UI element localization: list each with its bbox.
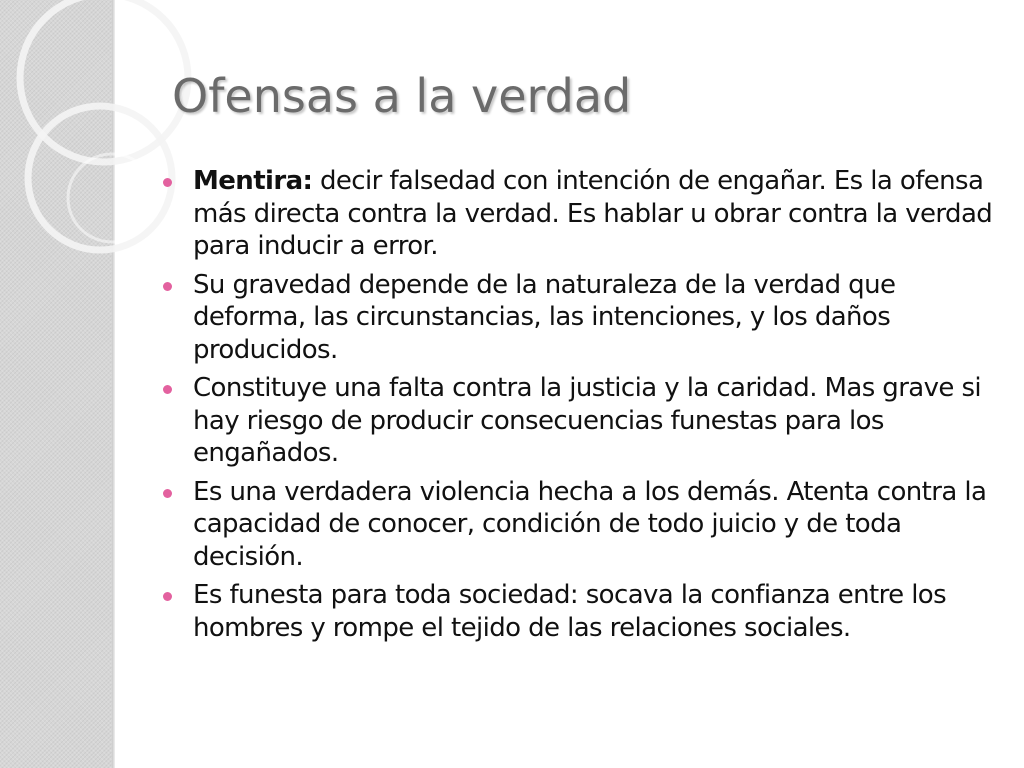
bullet-text: Constituye una falta contra la justicia y la caridad. Mas grave si hay riesgo de producir consecuencias funestas para los engañados. xyxy=(193,373,982,468)
bullet-dot-icon xyxy=(163,178,172,187)
bullet-item xyxy=(160,165,1000,263)
bullet-lead-term: Mentira: xyxy=(193,166,313,196)
bullet-dot-icon xyxy=(163,489,172,498)
bullet-item xyxy=(160,476,1000,574)
bullet-dot-icon xyxy=(163,592,172,601)
bullet-text: decir falsedad con intención de engañar. Es la ofensa más directa contra la verdad. Es hablar u obrar contra la verdad para inducir a error. xyxy=(193,166,993,261)
bullet-text: Es funesta para toda sociedad: socava la confianza entre los hombres y rompe el tejido de las relaciones sociales. xyxy=(193,580,947,643)
bullet-text: Es una verdadera violencia hecha a los demás. Atenta contra la capacidad de conocer, condición de todo juicio y de toda decisión. xyxy=(193,476,987,572)
bullet-item xyxy=(160,269,1000,367)
bullet-item xyxy=(160,579,1000,644)
bullet-dot-icon xyxy=(163,385,172,394)
slide-title: Ofensas a la verdad xyxy=(172,69,632,123)
bullet-list xyxy=(160,165,1000,650)
bullet-item xyxy=(160,372,1000,470)
bullet-dot-icon xyxy=(163,282,172,291)
decor-ring-small xyxy=(68,154,156,242)
bullet-text: Su gravedad depende de la naturaleza de la verdad que deforma, las circunstancias, las intenciones, y los daños producidos. xyxy=(193,269,896,365)
